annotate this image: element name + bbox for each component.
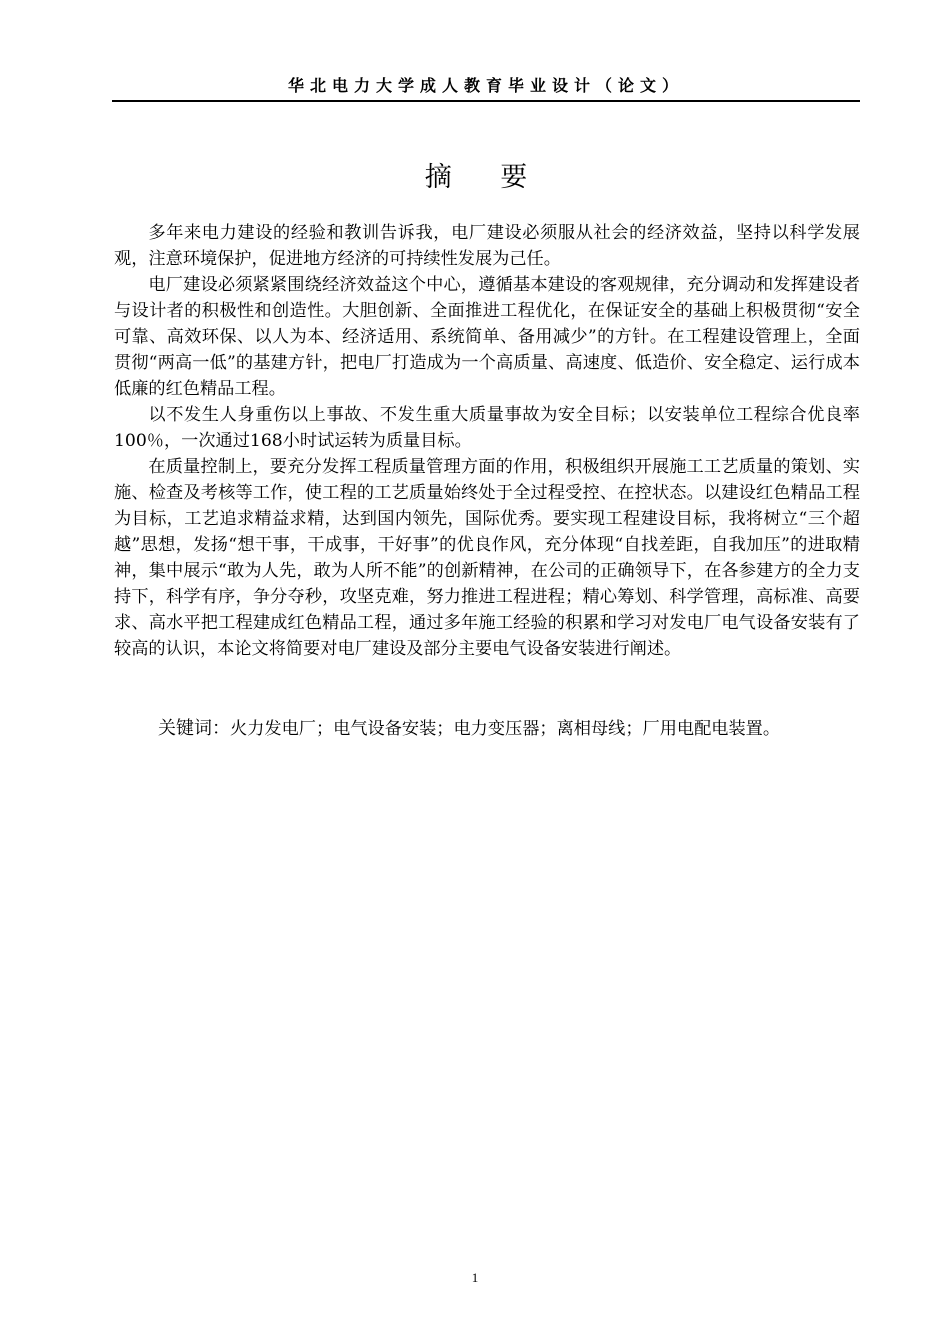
keywords-line [158,716,860,742]
abstract-paragraph-3: 以不发生人身重伤以上事故、不发生重大质量事故为安全目标；以安装单位工程综合优良率100％，一次通过168小时试运转为质量目标。 [114,405,860,451]
header-rule [112,100,860,102]
page-number: 1 [471,1270,479,1285]
keywords-label: 关键词： [158,718,230,739]
abstract-paragraph-4: 在质量控制上，要充分发挥工程质量管理方面的作用，积极组织开展施工工艺质量的策划、实施、检查及考核等工作，使工程的工艺质量始终处于全过程受控、在控状态。以建设红色精品工程为目标，工艺追求精益求精，达到国内领先，国际优秀。要实现工程建设目标，我将树立“三个超越”思想，发扬“想干事，干成事，干好事”的优良作风，充分体现“自找差距，自我加压”的进取精神，集中展示“敢为人先，敢为人所不能”的创新精神，在公司的正确领导下，在各参建方的全力支持下，科学有序，争分夺秒，攻坚克难，努力推进工程进程；精心筹划、科学管理，高标准、高要求、高水平把工程建成红色精品工程，通过多年施工经验的积累和学习对发电厂电气设备安装有了较高的认识，本论文将简要对电厂建设及部分主要电气设备安装进行阐述。 [114,457,860,659]
abstract-body [114,220,860,662]
abstract-paragraph-1: 多年来电力建设的经验和教训告诉我，电厂建设必须服从社会的经济效益，坚持以科学发展观，注意环境保护，促进地方经济的可持续性发展为己任。 [114,223,860,269]
keywords-text: 火力发电厂；电气设备安装；电力变压器；离相母线；厂用电配电装置。 [230,719,781,739]
abstract-title: 摘 要 [424,162,548,193]
running-header: 华北电力大学成人教育毕业设计（论文） [287,76,684,95]
abstract-paragraph-2: 电厂建设必须紧紧围绕经济效益这个中心，遵循基本建设的客观规律，充分调动和发挥建设者与设计者的积极性和创造性。大胆创新、全面推进工程优化，在保证安全的基础上积极贯彻“安全可靠、高效环保、以人为本、经济适用、系统简单、备用减少”的方针。在工程建设管理上，全面贯彻“两高一低”的基建方针，把电厂打造成为一个高质量、高速度、低造价、安全稳定、运行成本低廉的红色精品工程。 [114,275,860,399]
